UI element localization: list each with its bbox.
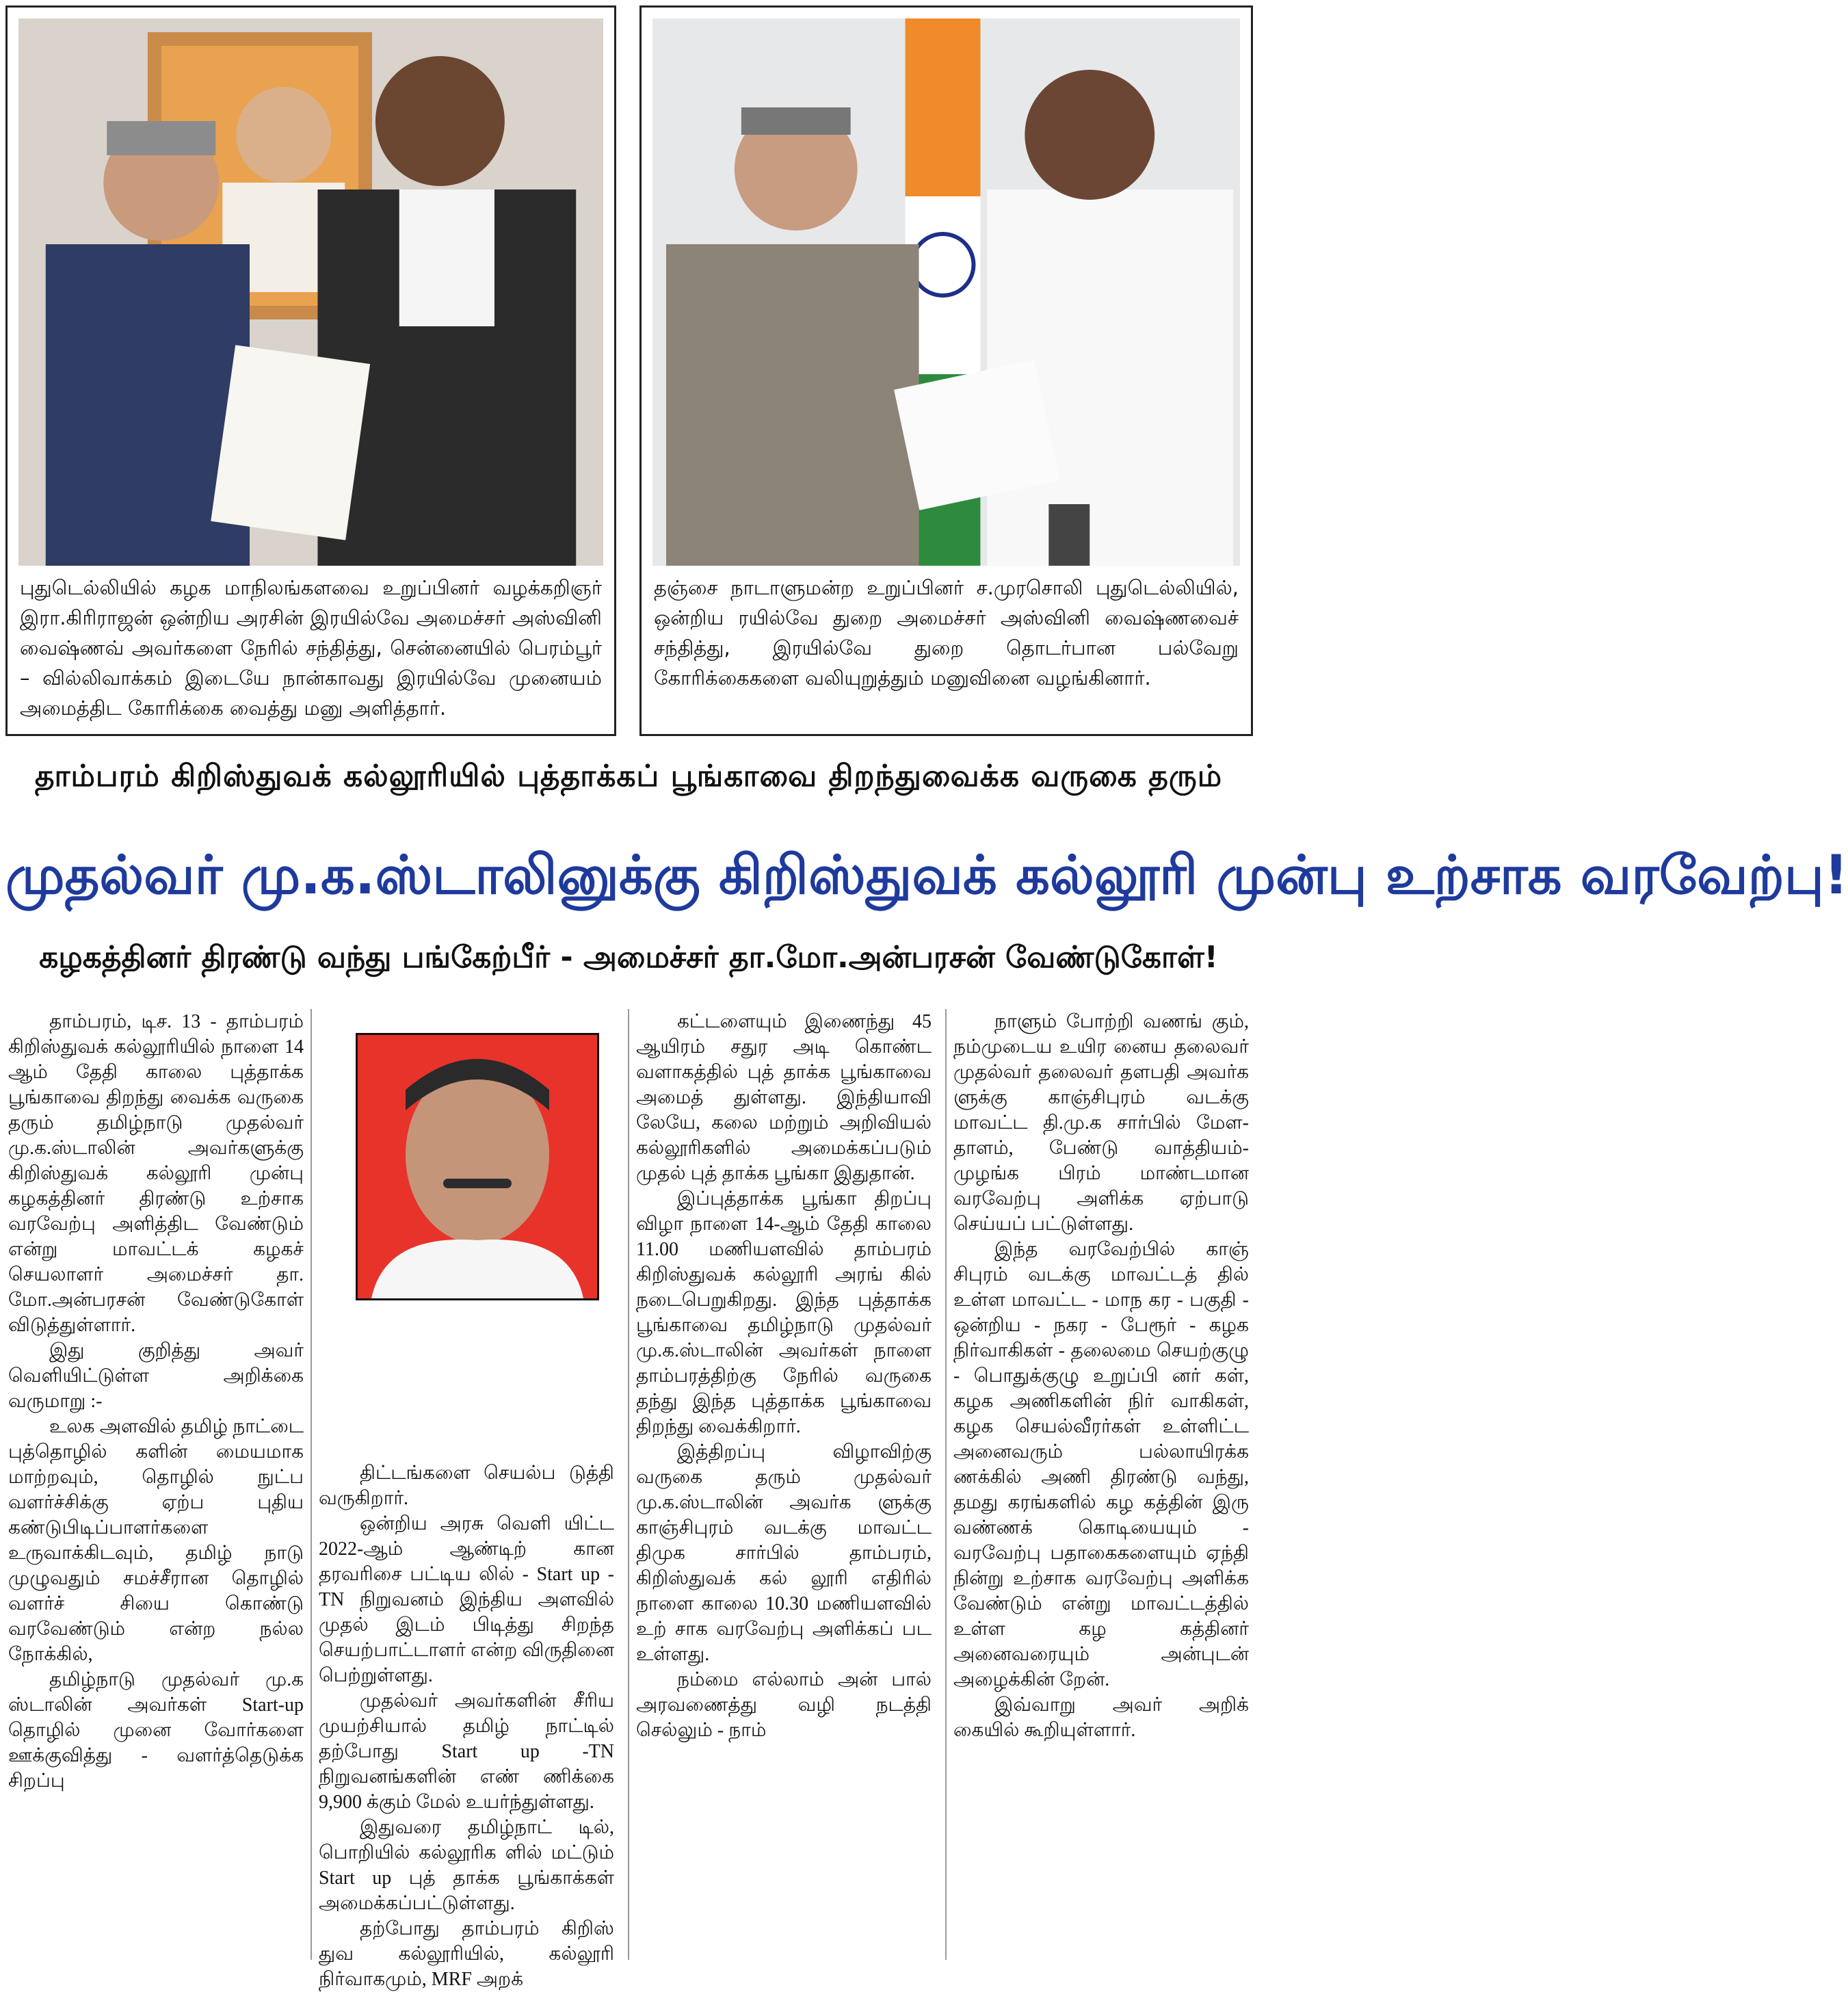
paragraph: இதுவரை தமிழ்நாட் டில், பொறியில் கல்லூரிக ளில் மட்டும் Start up புத் தாக்க பூங்காக்கள் அமைக்கப்பட்டுள்ளது. [319,1817,614,1914]
paragraph: நம்மை எல்லாம் அன் பால் அரவணைத்து வழி நடத்தி செல்லும் - நாம் [636,1669,932,1741]
photo-card-left [5,5,616,736]
photo-caption-right: தஞ்சை நாடாளுமன்ற உறுப்பினர் ச.முரசொலி புதுடெல்லியில், ஒன்றிய ரயில்வே துறை அமைச்சர் அஸ்வினி வைஷ்ணவைச் சந்தித்து, இரயில்வே துறை தொடர்பான பல்வேறு கோரிக்கைகளை வலியுறுத்தும் மனுவினை வழங்கினார். [654,576,1239,690]
paragraph: நாளும் போற்றி வணங் கும், நம்முடைய உயிர னைய தலைவர் முதல்வர் தலைவர் தளபதி அவர்க ளுக்கு காஞ்சிபுரம் வடக்கு மாவட்ட தி.மு.க சார்பில் மேள- தாளம், பேண்டு வாத்தியம்- முழங்க பிரம் மாண்டமான வரவேற்பு அளிக்க ஏற்பாடு செய்யப் பட்டுள்ளது. [953,1011,1249,1235]
article-subhead: கழகத்தினர் திரண்டு வந்து பங்கேற்பீர் - அமைச்சர் தா.மோ.அன்பரசன் வேண்டுகோள்! [39,940,1218,975]
article-column-4 [953,1009,1249,1960]
paragraph: இப்புத்தாக்க பூங்கா திறப்பு விழா நாளை 14-ஆம் தேதி காலை 11.00 மணியளவில் தாம்பரம் கிறிஸ்துவக் கல்லூரி அரங் கில் நடைபெறுகிறது. இந்த புத்தாக்க பூங்காவை தமிழ்நாடு முதல்வர் மு.க.ஸ்டாலின் அவர்கள் நாளை தாம்பரத்திற்கு நேரில் வருகை தந்து இந்த புத்தாக்க பூங்காவை திறந்து வைக்கிறார். [636,1188,932,1437]
column-divider [311,1009,312,1960]
paragraph: இது குறித்து அவர் வெளியிட்டுள்ள அறிக்கை வருமாறு :- [8,1340,304,1412]
paragraph: தமிழ்நாடு முதல்வர் மு.க ஸ்டாலின் அவர்கள் Start-up தொழில் முனை வோர்களை ஊக்குவித்து - வளர்த்தெடுக்க சிறப்பு [8,1669,304,1792]
paragraph: முதல்வர் அவர்களின் சீரிய முயற்சியால் தமிழ் நாட்டில் தற்போது Start up -TN நிறுவனங்களின் எண் ணிக்கை 9,900 க்கும் மேல் உயர்ந்துள்ளது. [319,1690,614,1813]
article-column-1 [8,1009,304,1960]
photo-minister-meeting-left [18,18,603,566]
paragraph: இந்த வரவேற்பில் காஞ் சிபுரம் வடக்கு மாவட்டத் தில் உள்ள மாவட்ட - மாந கர - பகுதி - ஒன்றிய - நகர - பேரூர் - கழக நிர்வாகிகள் - தலைமை செயற்குழு - பொதுக்குழு உறுப்பி னர் கள், கழக அணிகளின் நிர் வாகிகள், கழக செயல்வீரர்கள் உள்ளிட்ட அனைவரும் பல்லாயிரக்க ணக்கில் அணி திரண்டு வந்து, தமது கரங்களில் கழ கத்தின் இரு வண்ணக் கொடியையும் - வரவேற்பு பதாகைகளையும் ஏந்தி நின்று உற்சாக வரவேற்பு அளிக்க வேண்டும் என்று மாவட்டத்தில் உள்ள கழ கத்தினர் அனைவரையும் அன்புடன் அழைக்கின் றேன். [953,1239,1249,1690]
article-column-3 [636,1009,932,1960]
photo-card-right [639,5,1253,736]
portrait-photo-minister [356,1033,599,1300]
paragraph: இவ்வாறு அவர் அறிக் கையில் கூறியுள்ளார். [953,1694,1249,1741]
photo-minister-meeting-right [652,18,1240,566]
paragraph: இத்திறப்பு விழாவிற்கு வருகை தரும் முதல்வர் மு.க.ஸ்டாலின் அவர்க ளுக்கு காஞ்சிபுரம் வடக்கு மாவட்ட திமுக சார்பில் தாம்பரம், கிறிஸ்துவக் கல் லூரி எதிரில் நாளை காலை 10.30 மணியளவில் உற் சாக வரவேற்பு அளிக்கப் பட உள்ளது. [636,1441,932,1665]
paragraph: ஒன்றிய அரசு வெளி யிட்ட 2022-ஆம் ஆண்டிற் கான தரவரிசை பட்டிய லில் - Start up -TN நிறுவனம் இந்திய அளவில் முதல் இடம் பிடித்து சிறந்த செயற்பாட்டாளர் என்ற விருதினை பெற்றுள்ளது. [319,1513,614,1686]
article-headline: முதல்வர் மு.க.ஸ்டாலினுக்கு கிறிஸ்துவக் கல்லூரி முன்பு உற்சாக வரவேற்பு! [5,845,1848,906]
paragraph: திட்டங்களை செயல்ப டுத்தி வருகிறார். [319,1463,614,1509]
paragraph: கட்டளையும் இணைந்து 45 ஆயிரம் சதுர அடி கொண்ட வளாகத்தில் புத் தாக்க பூங்காவை அமைத் துள்ளது. இந்தியாவி லேயே, கலை மற்றும் அறிவியல் கல்லூரிகளில் அமைக்கப்படும் முதல் புத் தாக்க பூங்கா இதுதான். [636,1011,932,1184]
paragraph: தாம்பரம், டிச. 13 - தாம்பரம் கிறிஸ்துவக் கல்லூரியில் நாளை 14 ஆம் தேதி காலை புத்தாக்க பூங்காவை திறந்து வைக்க வருகை தரும் தமிழ்நாடு முதல்வர் மு.க.ஸ்டாலின் அவர்களுக்கு கிறிஸ்துவக் கல்லூரி முன்பு கழகத்தினர் திரண்டு உற்சாக வரவேற்பு அளித்திட வேண்டும் என்று மாவட்டக் கழகச் செயலாளர் அமைச்சர் தா. மோ.அன்பரசன் வேண்டுகோள் விடுத்துள்ளார். [8,1011,304,1336]
photo-caption-left: புதுடெல்லியில் கழக மாநிலங்களவை உறுப்பினர் வழக்கறிஞர் இரா.கிரிராஜன் ஒன்றிய அரசின் இரயில்வே அமைச்சர் அஸ்வினி வைஷ்ணவ் அவர்களை நேரில் சந்தித்து, சென்னையில் பெரம்பூர் – வில்லிவாக்கம் இடையே நான்காவது இரயில்வே முனையம் அமைத்திட கோரிக்கை வைத்து மனு அளித்தார். [20,576,602,720]
article-column-2 [319,1460,614,1990]
article-kicker: தாம்பரம் கிறிஸ்துவக் கல்லூரியில் புத்தாக்கப் பூங்காவை திறந்துவைக்க வருகை தரும் [34,759,1223,794]
column-divider [628,1009,629,1960]
paragraph: உலக அளவில் தமிழ் நாட்டை புத்தொழில் களின் மையமாக மாற்றவும், தொழில் நுட்ப வளர்ச்சிக்கு ஏற்ப புதிய கண்டுபிடிப்பாளர்களை உருவாக்கிடவும், தமிழ் நாடு முழுவதும் சமச்சீரான தொழில் வளர்ச் சியை கொண்டு வரவேண்டும் என்ற நல்ல நோக்கில், [8,1416,304,1665]
paragraph: தற்போது தாம்பரம் கிறிஸ் துவ கல்லூரியில், கல்லூரி நிர்வாகமும், MRF அறக் [319,1918,614,1990]
column-divider [945,1009,947,1960]
